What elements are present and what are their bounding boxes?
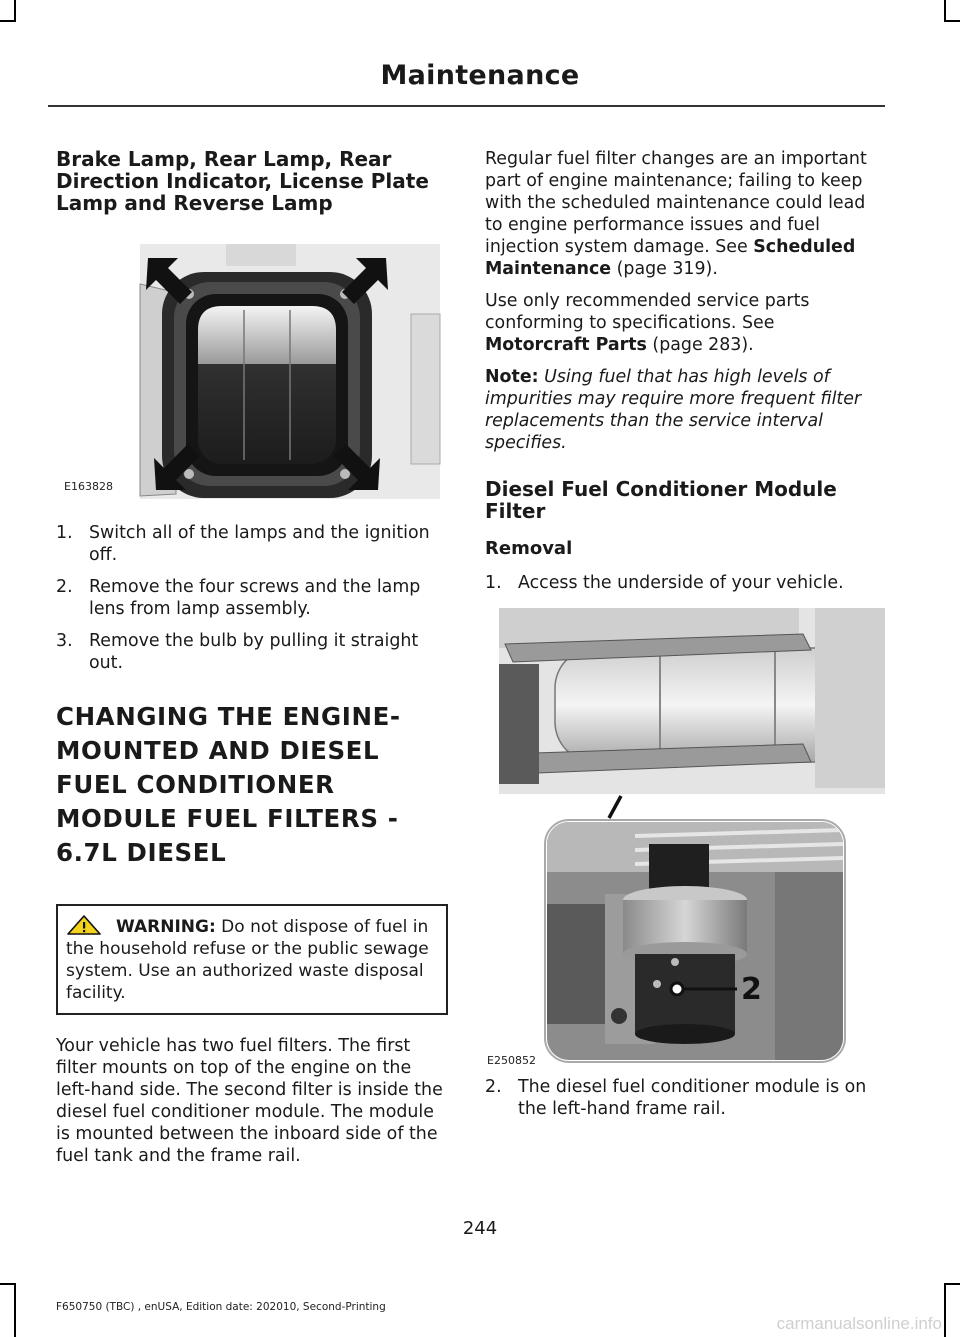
step-text: Remove the four screws and the lamp lens from lamp assembly. [89, 577, 421, 619]
crop-mark [944, 0, 946, 22]
warning-box [56, 904, 448, 1015]
removal-steps-list [485, 1076, 877, 1120]
intro-paragraph: Your vehicle has two fuel filters. The first filter mounts on top of the engine on the left-hand side. The second filter is inside the diesel fuel conditioner module. The module is mounted between the inboard side of the fuel tank and the frame rail. [56, 1036, 443, 1166]
figure-code: E250852 [487, 1054, 536, 1067]
list-item [56, 630, 448, 674]
step-number: 1. [56, 523, 73, 543]
chapter-title: CHANGING THE ENGINE-MOUNTED AND DIESEL FUEL CONDITIONER MODULE FUEL FILTERS - 6.7L DIESEL [56, 702, 401, 867]
figure-code: E163828 [64, 480, 113, 493]
step-text: The diesel fuel conditioner module is on the left-hand frame rail. [518, 1077, 867, 1119]
page-reference: (page 283). [646, 335, 754, 355]
figure-fuel-module [485, 604, 885, 1070]
lamp-steps-list [56, 522, 448, 674]
removal-title: Removal [485, 538, 573, 559]
paragraph [485, 148, 877, 280]
paragraph-text: Use only recommended service parts conforming to specifications. See [485, 291, 810, 333]
note-text: Using fuel that has high levels of impurities may require more frequent filter replacements than the service interval specifies. [485, 367, 862, 453]
crop-mark [944, 20, 960, 22]
rear-lamp-illustration [56, 244, 448, 504]
step-number: 3. [56, 631, 73, 651]
paragraph [485, 290, 877, 356]
crop-mark [14, 1283, 16, 1337]
figure-rear-lamp [56, 244, 448, 504]
header-divider [48, 105, 885, 107]
page-title: Maintenance [380, 60, 580, 91]
list-item [56, 522, 448, 566]
page-reference: (page 319). [611, 259, 718, 279]
paragraph-text: Regular fuel filter changes are an important part of engine maintenance; failing to keep with the scheduled maintenance could lead to engine performance issues and fuel injection system damage. See [485, 149, 867, 257]
subsection-title: Diesel Fuel Conditioner Module Filter [485, 477, 837, 523]
list-item [485, 1076, 877, 1120]
cross-reference-link[interactable]: Scheduled Maintenance [485, 237, 856, 279]
edition-info: F650750 (TBC) , enUSA, Edition date: 202010, Second-Printing [56, 1301, 386, 1313]
watermark: carmanualsonline.info [776, 1314, 942, 1333]
list-item [56, 576, 448, 620]
removal-steps-list [485, 572, 877, 594]
note [485, 366, 877, 454]
warning-label: WARNING: [116, 917, 216, 937]
fuel-module-illustration [485, 604, 885, 1070]
crop-mark [0, 1283, 16, 1285]
list-item [485, 572, 877, 594]
step-number: 2. [56, 577, 73, 597]
step-text: Access the underside of your vehicle. [518, 573, 844, 593]
section-title: Brake Lamp, Rear Lamp, Rear Direction Indicator, License Plate Lamp and Reverse Lamp [56, 147, 429, 215]
left-column [56, 148, 448, 1167]
crop-mark [0, 20, 16, 22]
warning-triangle-icon [66, 915, 116, 935]
warning-text: Do not dispose of fuel in the household refuse or the public sewage system. Use an authorized waste disposal facility. [66, 917, 429, 1003]
right-column [485, 148, 877, 1130]
callout-number: 2 [741, 972, 762, 1007]
step-text: Remove the bulb by pulling it straight out. [89, 631, 419, 673]
step-number: 1. [485, 573, 502, 593]
crop-mark [944, 1283, 946, 1337]
crop-mark [14, 0, 16, 22]
step-text: Switch all of the lamps and the ignition off. [89, 523, 430, 565]
cross-reference-link[interactable]: Motorcraft Parts [485, 335, 647, 355]
step-number: 2. [485, 1077, 502, 1097]
crop-mark [944, 1283, 960, 1285]
note-label: Note: [485, 367, 539, 387]
page-number: 244 [462, 1218, 498, 1239]
